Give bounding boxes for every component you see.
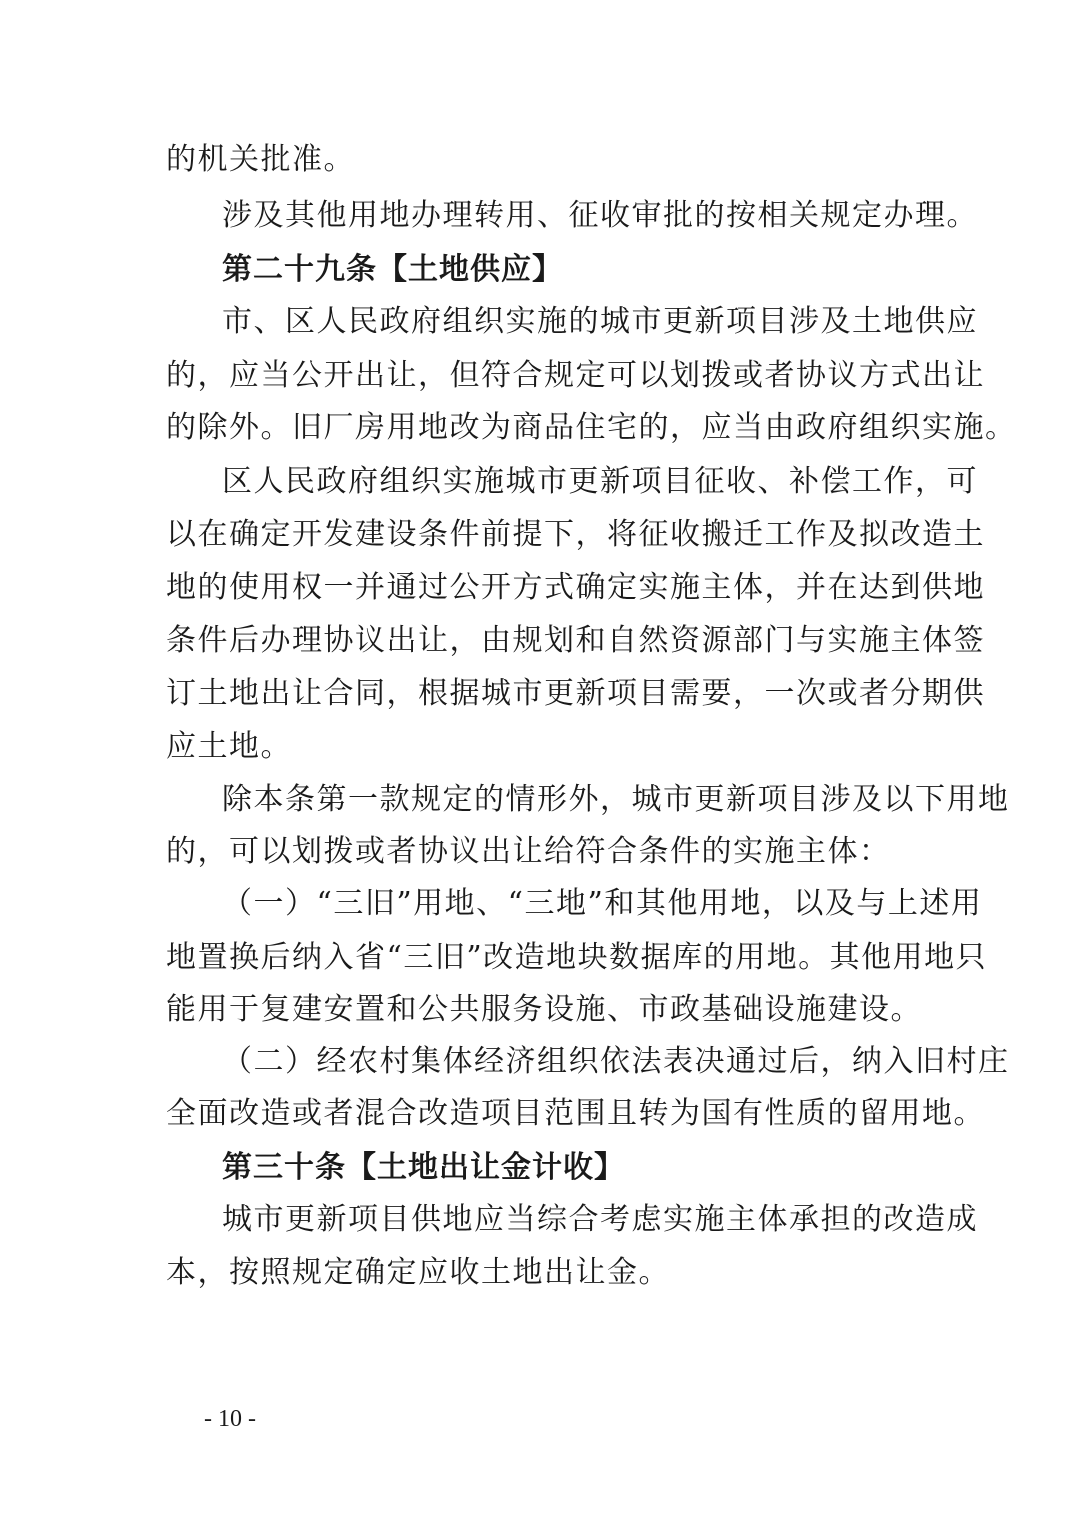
paragraph-line: 除本条第一款规定的情形外，城市更新项目涉及以下用地 — [222, 782, 1010, 817]
page-number: - 10 - — [204, 1406, 256, 1432]
paragraph-line: 市、区人民政府组织实施的城市更新项目涉及土地供应 — [222, 304, 978, 339]
paragraph-line: 能用于复建安置和公共服务设施、市政基础设施建设。 — [166, 992, 922, 1027]
article-heading: 第二十九条【土地供应】 — [222, 252, 563, 287]
paragraph-line: 条件后办理协议出让，由规划和自然资源部门与实施主体签 — [166, 623, 985, 658]
paragraph-line: 地置换后纳入省“三旧”改造地块数据库的用地。其他用地只 — [166, 940, 988, 975]
paragraph-line: 城市更新项目供地应当综合考虑实施主体承担的改造成 — [222, 1202, 978, 1237]
paragraph-line: 的，应当公开出让，但符合规定可以划拨或者协议方式出让 — [166, 358, 985, 393]
paragraph-line: 全面改造或者混合改造项目范围且转为国有性质的留用地。 — [166, 1096, 985, 1131]
paragraph-line: （二）经农村集体经济组织依法表决通过后，纳入旧村庄 — [222, 1044, 1010, 1079]
paragraph-line: 涉及其他用地办理转用、征收审批的按相关规定办理。 — [222, 198, 978, 233]
article-heading: 第三十条【土地出让金计收】 — [222, 1150, 625, 1185]
paragraph-line: 的机关批准。 — [166, 142, 355, 177]
paragraph-line: 的除外。旧厂房用地改为商品住宅的，应当由政府组织实施。 — [166, 410, 1017, 445]
paragraph-line: 以在确定开发建设条件前提下，将征收搬迁工作及拟改造土 — [166, 517, 985, 552]
paragraph-line: 区人民政府组织实施城市更新项目征收、补偿工作，可 — [222, 464, 978, 499]
paragraph-line: 本，按照规定确定应收土地出让金。 — [166, 1255, 670, 1290]
paragraph-line: 订土地出让合同，根据城市更新项目需要，一次或者分期供 — [166, 676, 985, 711]
paragraph-line: 地的使用权一并通过公开方式确定实施主体，并在达到供地 — [166, 570, 985, 605]
paragraph-line: 应土地。 — [166, 729, 292, 764]
paragraph-line: （一）“三旧”用地、“三地”和其他用地，以及与上述用 — [222, 886, 983, 921]
paragraph-line: 的，可以划拨或者协议出让给符合条件的实施主体： — [166, 834, 891, 869]
